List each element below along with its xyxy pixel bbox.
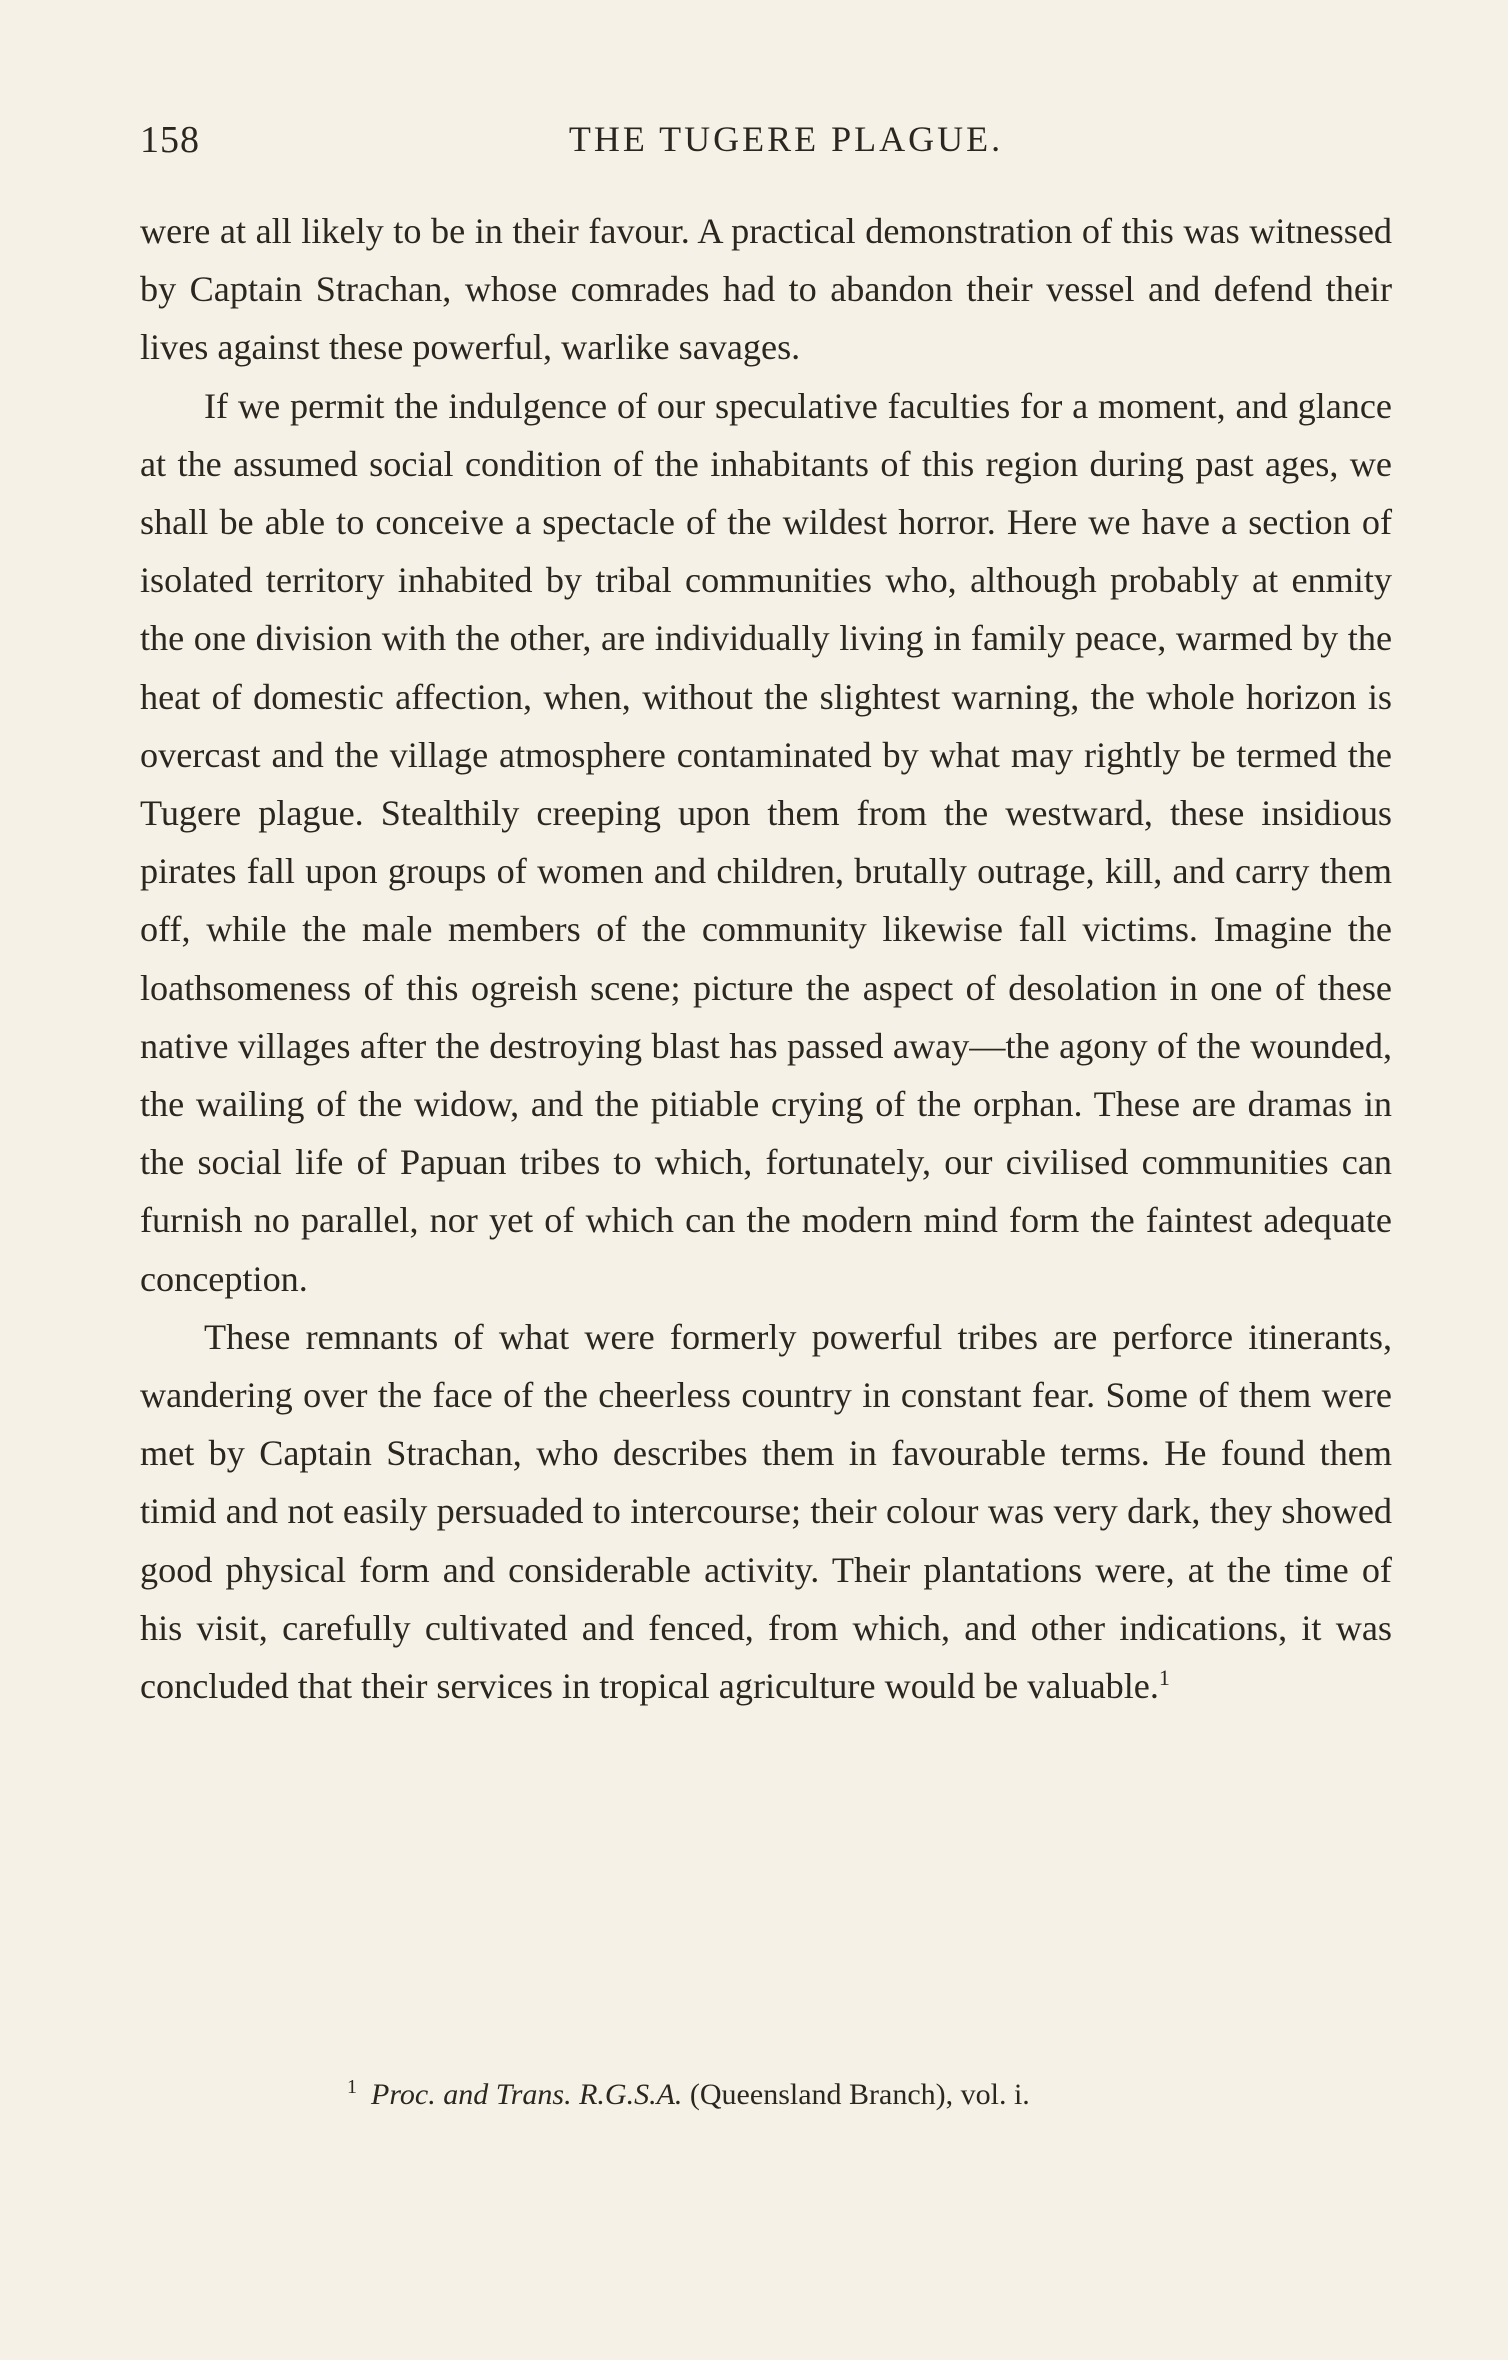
- page-number: 158: [140, 119, 200, 161]
- paragraph-3-text: These remnants of what were formerly powerful tribes are perforce itinerants, wandering over the face of the cheerless country in constant fear. Some of them were met by Captain Strachan, who describes them in favourable terms. He found them timid and not easily persuaded to intercourse; their colour was very dark, they showed good physical form and considerable activity. Their plantations were, at the time of his visit, carefully cultivated and fenced, from which, and other indications, it was concluded that their services in tropical agriculture would be valuable.: [140, 1316, 1392, 1707]
- footnote-citation-title: Proc. and Trans. R.G.S.A.: [371, 2078, 683, 2111]
- paragraph-3: [140, 1308, 1392, 1715]
- running-title: THE TUGERE PLAGUE.: [568, 119, 1004, 159]
- footnote-marker: 1: [347, 2076, 357, 2098]
- running-head: [140, 118, 1392, 178]
- paragraph-1: were at all likely to be in their favour. A practical demonstration of this was witnessed by Captain Strachan, whose comrades had to abandon their vessel and defend their lives against these powerful, warlike savages.: [140, 211, 1392, 368]
- footnote-citation-detail: (Queensland Branch), vol. i.: [689, 2078, 1030, 2111]
- paragraph-2: If we permit the indulgence of our speculative faculties for a moment, and glance at the assumed social condition of the inhabitants of this region during past ages, we shall be able to conceive a spectacle of the wildest horror. Here we have a section of isolated territory inhabited by tribal communities who, although probably at enmity the one division with the other, are individually living in family peace, warmed by the heat of domestic affection, when, without the slightest warning, the whole horizon is overcast and the village atmosphere contaminated by what may rightly be termed the Tugere plague. Stealthily creeping upon them from the westward, these insidious pirates fall upon groups of women and children, brutally outrage, kill, and carry them off, while the male members of the community likewise fall victims. Imagine the loathsomeness of this ogreish scene; picture the aspect of desolation in one of these native villages after the destroying blast has passed away—the agony of the wounded, the wailing of the widow, and the pitiable crying of the orphan. These are dramas in the social life of Papuan tribes to which, fortunately, our civilised communities can furnish no parallel, nor yet of which can the modern mind form the faintest adequate conception.: [140, 385, 1392, 1299]
- body-text: [140, 202, 1392, 1715]
- footnote-reference[interactable]: 1: [1158, 1665, 1170, 1691]
- footnote: [140, 2075, 1392, 2115]
